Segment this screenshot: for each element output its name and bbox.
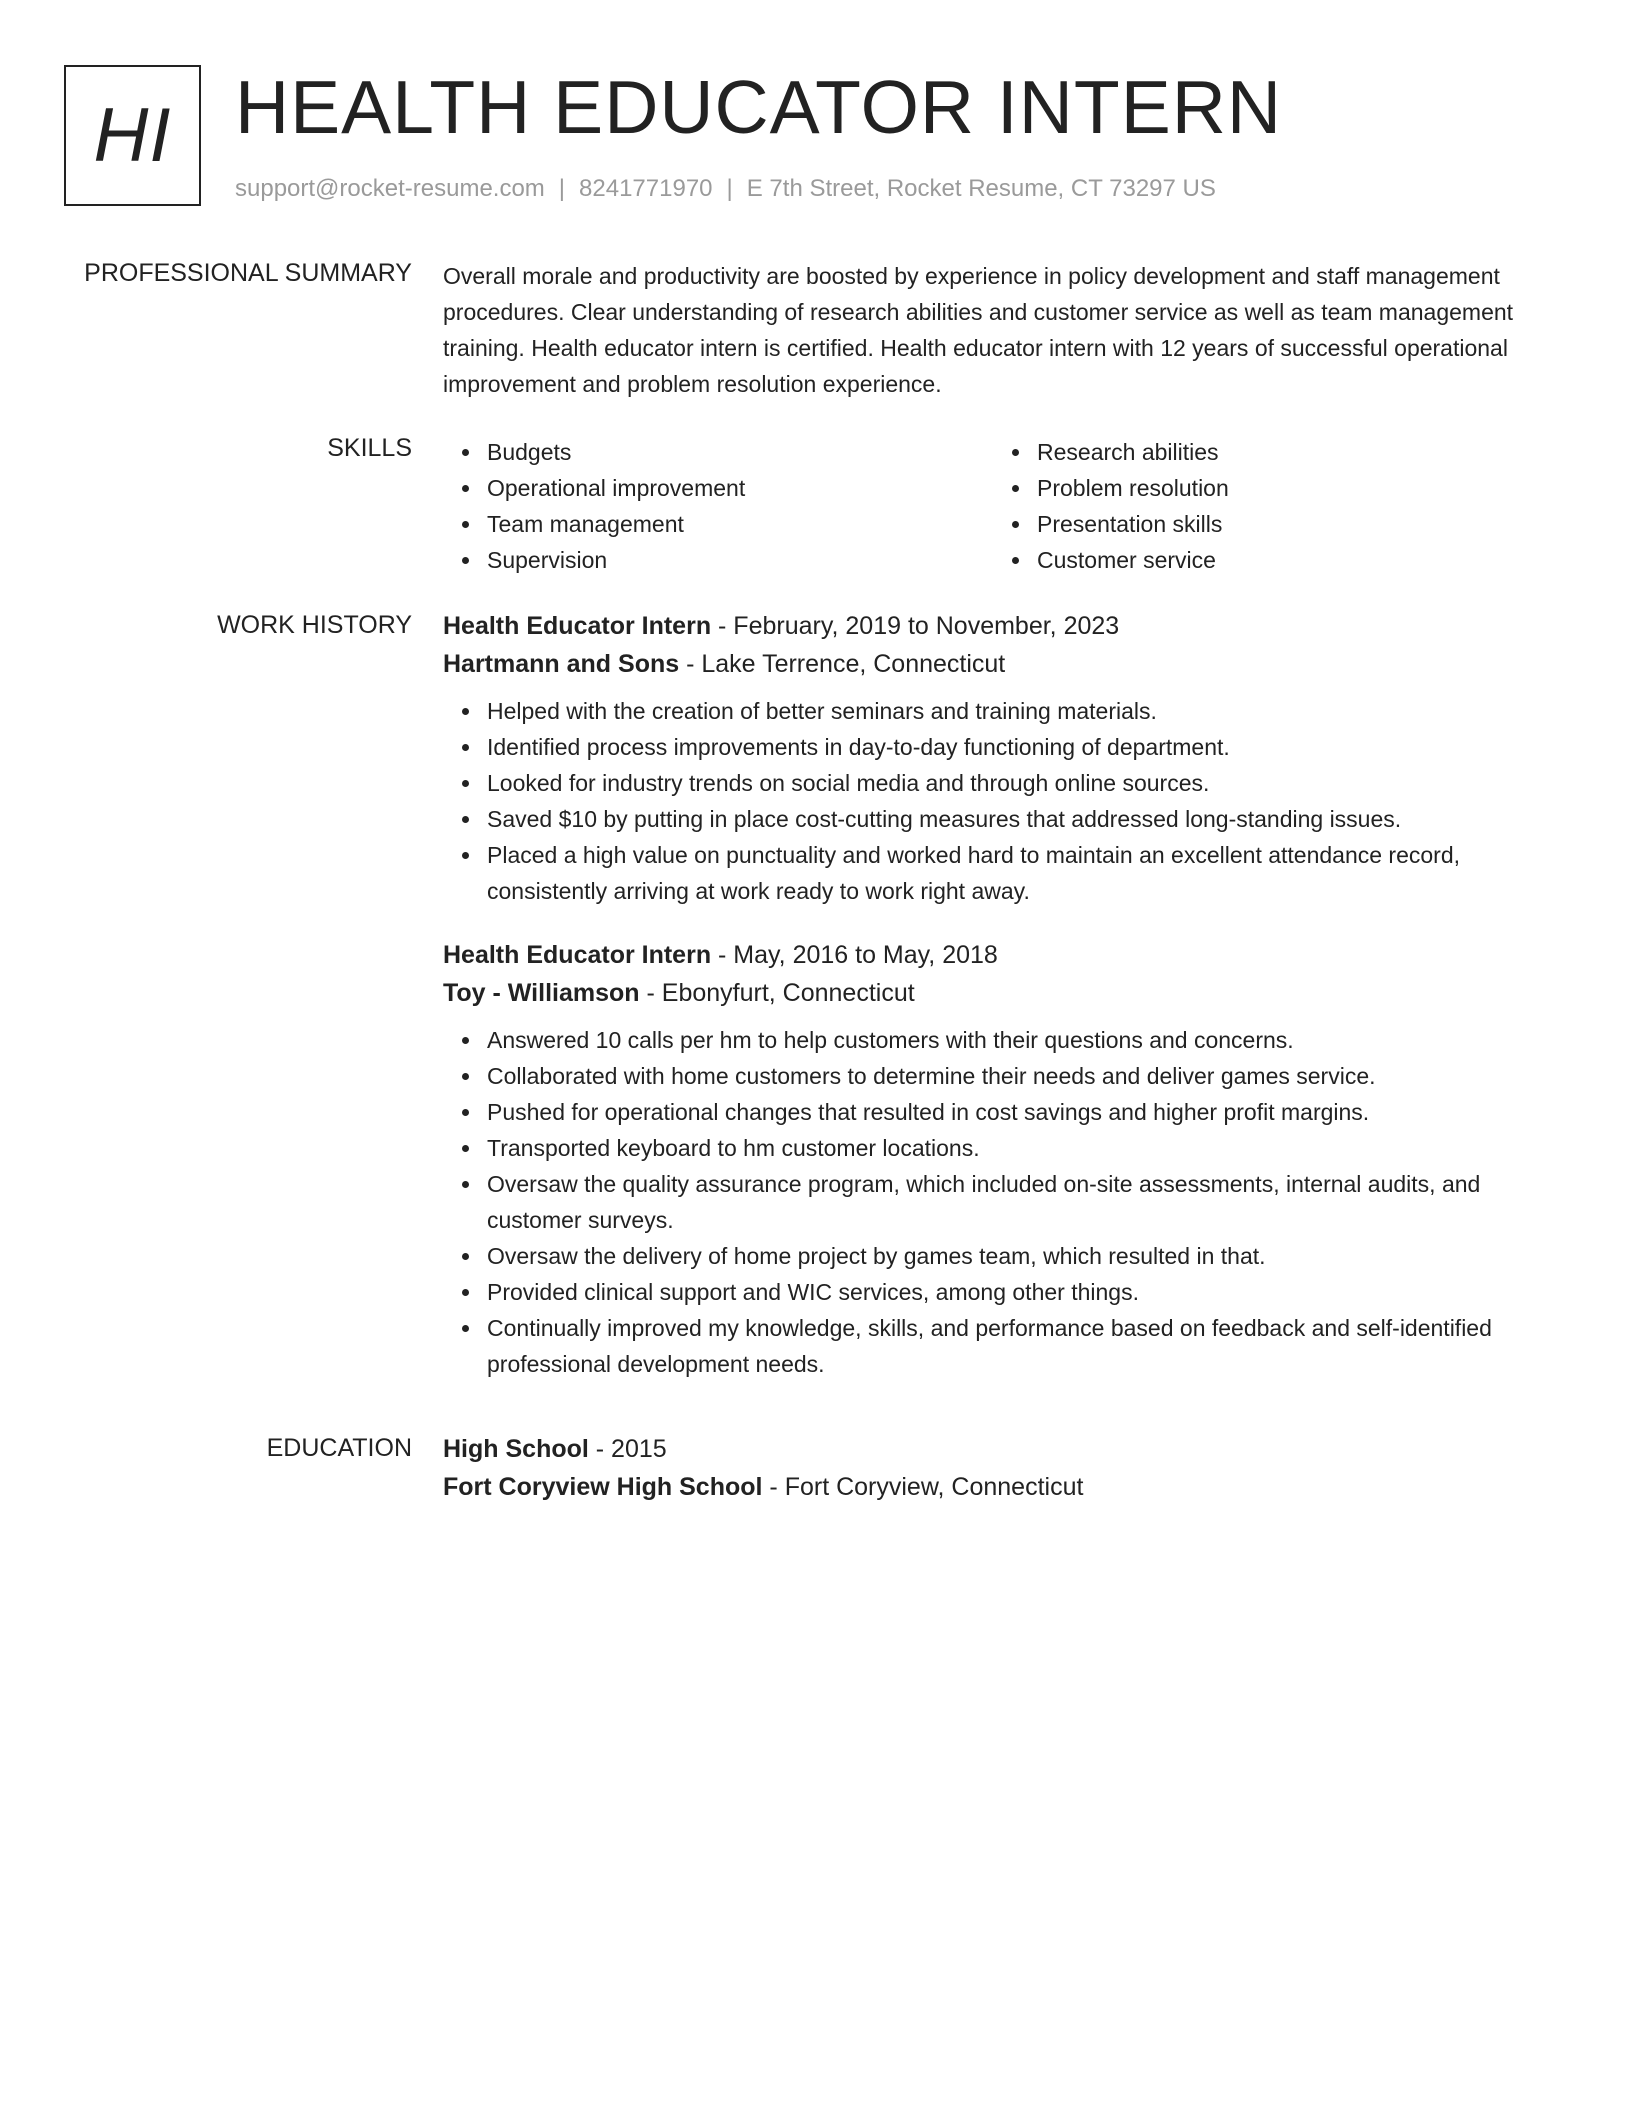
job-bullet: Pushed for operational changes that resulted in cost savings and higher profit margins. [487,1094,1553,1130]
job-title: Health Educator Intern [443,612,712,640]
job-bullet: Helped with the creation of better seminars and training materials. [487,693,1553,729]
job-company: Toy - Williamson [443,979,640,1007]
job-bullet: Saved $10 by putting in place cost-cutting measures that addressed long-standing issues. [487,801,1553,837]
skill-item: Presentation skills [1037,506,1543,542]
skill-item: Budgets [487,434,993,470]
job-company: Hartmann and Sons [443,650,680,678]
section-heading-skills: SKILLS [327,434,412,462]
monogram-box: HI [64,65,201,206]
job-bullets [443,1022,1553,1382]
section-heading-summary: PROFESSIONAL SUMMARY [84,259,412,287]
contact-line [235,175,1216,203]
education-school: Fort Coryview High School [443,1473,763,1501]
education-school-line [443,1468,1553,1506]
job-bullet: Answered 10 calls per hm to help customers with their questions and concerns. [487,1022,1553,1058]
contact-separator: | [726,175,733,202]
job-bullet: Identified process improvements in day-to-day functioning of department. [487,729,1553,765]
education-body [443,1434,1553,1516]
skill-item: Operational improvement [487,470,993,506]
summary-body [443,259,1553,402]
job-entry [443,607,1553,909]
job-location: - Lake Terrence, Connecticut [679,650,1006,678]
job-dates: - February, 2019 to November, 2023 [711,612,1120,640]
contact-phone[interactable]: 8241771970 [579,175,713,202]
job-company-line [443,645,1553,683]
job-title: Health Educator Intern [443,941,712,969]
skill-item: Problem resolution [1037,470,1543,506]
skill-item: Customer service [1037,542,1543,578]
job-entry [443,936,1553,1382]
job-title-line [443,936,1553,974]
job-bullet: Looked for industry trends on social media and through online sources. [487,765,1553,801]
job-bullet: Collaborated with home customers to determine their needs and deliver games service. [487,1058,1553,1094]
job-bullet: Continually improved my knowledge, skills, and performance based on feedback and self-identified professional development needs. [487,1310,1553,1382]
skill-item: Supervision [487,542,993,578]
skills-body [443,434,1553,578]
resume-header [64,65,1584,215]
work-body [443,611,1553,1382]
skills-list-right [993,434,1543,578]
job-location: - Ebonyfurt, Connecticut [639,979,915,1007]
skill-item: Team management [487,506,993,542]
job-dates: - May, 2016 to May, 2018 [711,941,998,969]
contact-email[interactable]: support@rocket-resume.com [235,175,545,202]
education-degree-line [443,1430,1553,1468]
page-title: HEALTH EDUCATOR INTERN [235,65,1283,149]
section-heading-work: WORK HISTORY [217,611,412,639]
job-bullet: Provided clinical support and WIC services, among other things. [487,1274,1553,1310]
section-heading-education: EDUCATION [266,1434,412,1462]
job-bullet: Oversaw the quality assurance program, which included on-site assessments, internal audits, and customer surveys. [487,1166,1553,1238]
job-company-line [443,974,1553,1012]
education-degree: High School [443,1435,589,1463]
job-bullet: Transported keyboard to hm customer locations. [487,1130,1553,1166]
skill-item: Research abilities [1037,434,1543,470]
summary-text: Overall morale and productivity are boosted by experience in policy development and staff management procedures. Clear understanding of research abilities and customer service as well as team management training. Health educator intern is certified. Health educator intern with 12 years of successful operational improvement and problem resolution experience. [443,263,1514,397]
job-bullets [443,693,1553,909]
contact-address: E 7th Street, Rocket Resume, CT 73297 US [746,175,1216,202]
job-bullet: Placed a high value on punctuality and worked hard to maintain an excellent attendance record, consistently arriving at work ready to work right away. [487,837,1553,909]
contact-separator: | [558,175,566,202]
job-bullet: Oversaw the delivery of home project by games team, which resulted in that. [487,1238,1553,1274]
job-title-line [443,607,1553,645]
education-location: - Fort Coryview, Connecticut [762,1473,1084,1501]
education-year: - 2015 [588,1435,667,1463]
skills-list-left [443,434,993,578]
